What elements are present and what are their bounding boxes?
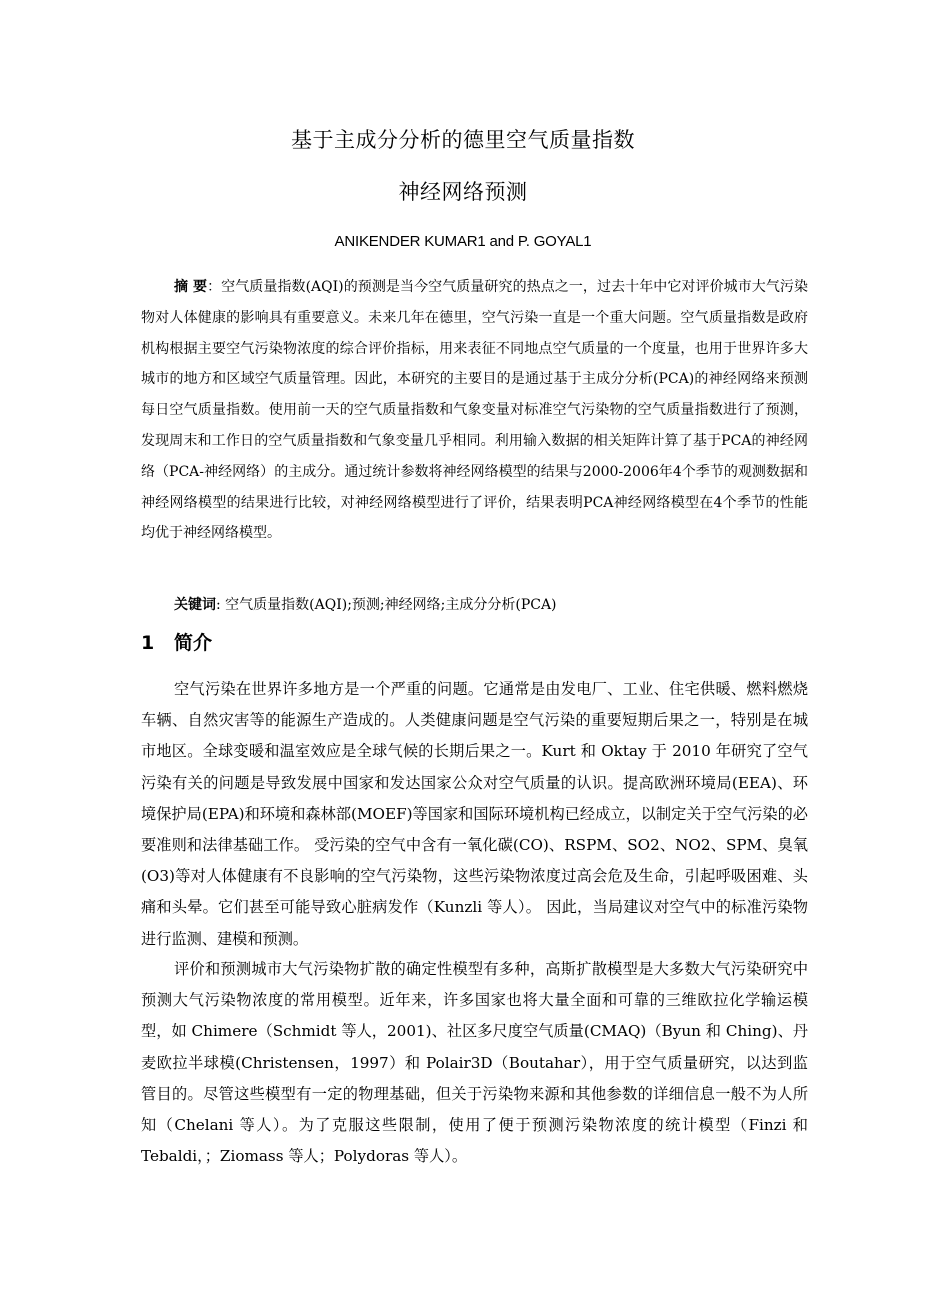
body-paragraph-2: 评价和预测城市大气污染物扩散的确定性模型有多种，高斯扩散模型是大多数大气污染研究中预测大气污染物浓度的常用模型。近年来，许多国家也将大量全面和可靠的三维欧拉化学输运模型，如 Chimere（Schmidt 等人，2001)、社区多尺度空气质量(CMAQ)（Byun 和 Ching)、丹麦欧拉半球模(Christensen，1997）和 Polair3D（Boutahar），用于空气质量研究，以达到监管目的。尽管这些模型有一定的物理基础，但关于污染物来源和其他参数的详细信息一般不为人所知（Chelani 等人）。为了克服这些限制，使用了便于预测污染物浓度的统计模型（Finzi 和 Tebaldi，；Ziomass 等人；Polydoras 等人）。 (141, 960, 808, 1166)
paper-subtitle: 神经网络预测 (398, 180, 528, 204)
keywords (141, 590, 808, 620)
abstract (141, 272, 808, 549)
section-title: 简介 (174, 632, 213, 654)
body-paragraph-1: 空气污染在世界许多地方是一个严重的问题。它通常是由发电厂、工业、住宅供暖、燃料燃烧车辆、自然灾害等的能源生产造成的。人类健康问题是空气污染的重要短期后果之一，特别是在城市地区。全球变暖和温室效应是全球气候的长期后果之一。Kurt 和 Oktay 于 2010 年研究了空气污染有关的问题是导致发展中国家和发达国家公众对空气质量的认识。提高欧洲环境局(EEA)、环境保护局(EPA)和环境和森林部(MOEF)等国家和国际环境机构已经成立，以制定关于空气污染的必要准则和法律基础工作。 受污染的空气中含有一氧化碳(CO)、RSPM、SO2、NO2、SPM、臭氧(O3)等对人体健康有不良影响的空气污染物，这些污染物浓度过高会危及生命，引起呼吸困难、头痛和头晕。它们甚至可能导致心脏病发作（Kunzli 等人）。 因此，当局建议对空气中的标准污染物进行监测、建模和预测。 (141, 680, 808, 948)
keywords-label: 关键词 (174, 597, 216, 613)
section-number: 1 (141, 632, 155, 654)
abstract-label: 摘 要 (174, 279, 208, 295)
keywords-text: : 空气质量指数(AQI);预测;神经网络;主成分分析(PCA) (216, 597, 557, 613)
paper-title: 基于主成分分析的德里空气质量指数 (291, 128, 635, 152)
section-heading (141, 628, 212, 655)
abstract-text: ：空气质量指数(AQI)的预测是当今空气质量研究的热点之一，过去十年中它对评价城市大气污染物对人体健康的影响具有重要意义。未来几年在德里，空气污染一直是一个重大问题。空气质量指数是政府机构根据主要空气污染物浓度的综合评价指标，用来表征不同地点空气质量的一个度量，也用于世界许多大城市的地方和区域空气质量管理。因此，本研究的主要目的是通过基于主成分分析(PCA)的神经网络来预测每日空气质量指数。使用前一天的空气质量指数和气象变量对标准空气污染物的空气质量指数进行了预测，发现周末和工作日的空气质量指数和气象变量几乎相同。利用输入数据的相关矩阵计算了基于PCA的神经网络（PCA-神经网络）的主成分。通过统计参数将神经网络模型的结果与2000-2006年4个季节的观测数据和神经网络模型的结果进行比较，对神经网络模型进行了评价，结果表明PCA神经网络模型在4个季节的性能均优于神经网络模型。 (141, 279, 808, 542)
authors: ANIKENDER KUMAR1 and P. GOYAL1 (334, 233, 592, 250)
